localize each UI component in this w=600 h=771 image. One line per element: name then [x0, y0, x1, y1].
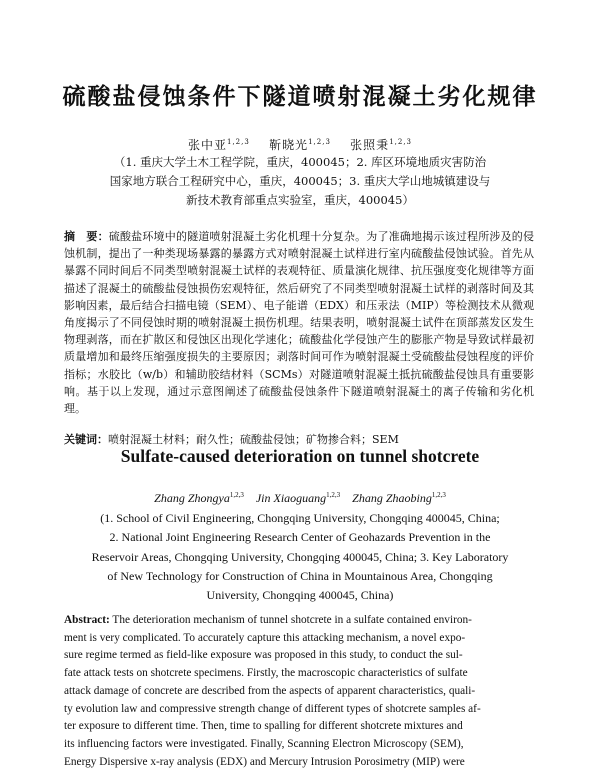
abstract-line: sure regime termed as field-like exposure was proposed in this study, to conduct the sul-	[64, 649, 463, 662]
keywords-label: 关键词：	[64, 433, 108, 446]
abstract-line: attack damage of concrete are described from the aspects of apparent characteristics, quali-	[64, 684, 476, 697]
affiliation-line: 新技术教育部重点实验室，重庆，400045）	[186, 193, 414, 207]
author-affiliation-marker: 1,2,3	[326, 491, 341, 499]
abstract-line: ty evolution law and compressive strength change of different types of shotcrete samples af-	[64, 702, 481, 715]
author-name: Zhang Zhongya	[154, 491, 230, 505]
abstract-line: ment is very complicated. To accurately capture this attacking mechanism, a novel expo-	[64, 631, 466, 644]
affiliation-line: Reservoir Areas, Chongqing University, Chongqing 400045, China; 3. Key Laboratory	[91, 549, 509, 564]
keywords-text: 喷射混凝土材料；耐久性；硫酸盐侵蚀；矿物掺合料；SEM	[108, 433, 399, 446]
affiliation-line: University, Chongqing 400045, China)	[206, 588, 394, 603]
abstract-line: Energy Dispersive x-ray analysis (EDX) and Mercury Intrusion Porosimetry (MIP) were	[64, 755, 465, 768]
author-name: Jin Xiaoguang	[255, 491, 327, 505]
author-affiliation-marker: 1,2,3	[229, 491, 244, 499]
affiliation-line: (1. School of Civil Engineering, Chongqing University, Chongqing 400045, China;	[100, 511, 500, 525]
abstract-line: fate attack tests on shotcrete specimens. Firstly, the macroscopic characteristics of sulfate	[64, 667, 468, 680]
chinese-affiliations	[60, 153, 540, 210]
chinese-abstract	[64, 228, 534, 417]
author-name: 靳晓光	[269, 138, 309, 152]
english-title: Sulfate-caused deterioration on tunnel shotcrete	[120, 446, 480, 466]
author-affiliation-marker: 1,2,3	[308, 138, 331, 146]
english-authors	[0, 491, 600, 506]
abstract-text: 硫酸盐环境中的隧道喷射混凝土劣化机理十分复杂。为了准确地揭示该过程所涉及的侵蚀机制，提出了一种类现场暴露的暴露方式对喷射混凝土试样进行室内硫酸盐侵蚀试验。首先从暴露不同时间后不同类型喷射混凝土试样的表观特征、质量演化规律、抗压强度变化规律等方面描述了混凝土的硫酸盐侵蚀损伤宏观特征，然后研究了不同类型喷射混凝土试样的剥落时间及其影响因素，最后结合扫描电镜（SEM）、电子能谱（EDX）和压汞法（MIP）等检测技术从微观角度揭示了不同侵蚀时期的喷射混凝土损伤机理。结果表明，喷射混凝土试件在顶部蒸发区发生物理剥落，而在扩散区和侵蚀区出现化学速化；硫酸盐化学侵蚀产生的膨胀产物是导致试样最初质量增加和最终压缩强度损失的主要原因；剥落时间可作为喷射混凝土受硫酸盐侵蚀程度的评价指标；水胶比（w/b）和辅助胶结材料（SCMs）对隧道喷射混凝土抵抗硫酸盐侵蚀具有重要影响。基于以上发现，通过示意图阐述了硫酸盐侵蚀条件下隧道喷射混凝土的离子传输和劣化机理。	[64, 230, 534, 416]
author-affiliation-marker: 1,2,3	[431, 491, 446, 499]
author-name: Zhang Zhaobing	[352, 491, 432, 505]
abstract-line: The deterioration mechanism of tunnel shotcrete in a sulfate contained environ-	[109, 614, 472, 626]
abstract-line: ter exposure to different time. Then, time to spalling for different shotcrete mixtures and	[64, 720, 463, 733]
affiliation-line: （1. 重庆大学土木工程学院，重庆，400045；2. 库区环境地质灾害防治	[113, 155, 487, 169]
author-affiliation-marker: 1,2,3	[389, 138, 412, 146]
chinese-authors	[0, 136, 600, 153]
english-abstract	[64, 612, 538, 771]
abstract-label: Abstract:	[64, 614, 110, 626]
author-affiliation-marker: 1,2,3	[227, 138, 250, 146]
abstract-label: 摘 要：	[64, 230, 109, 243]
affiliation-line: 国家地方联合工程研究中心，重庆，400045；3. 重庆大学山地城镇建设与	[109, 174, 491, 188]
chinese-title: 硫酸盐侵蚀条件下隧道喷射混凝土劣化规律	[62, 84, 538, 110]
affiliation-line: 2. National Joint Engineering Research Center of Geohazards Prevention in the	[109, 530, 491, 545]
author-name: 张照秉	[350, 138, 390, 152]
english-affiliations	[40, 509, 560, 605]
affiliation-line: of New Technology for Construction of China in Mountainous Area, Chongqing	[107, 568, 493, 583]
abstract-line: its influencing factors were investigated. Finally, Scanning Electron Microscopy (SEM),	[64, 737, 464, 750]
author-name: 张中亚	[187, 138, 227, 152]
